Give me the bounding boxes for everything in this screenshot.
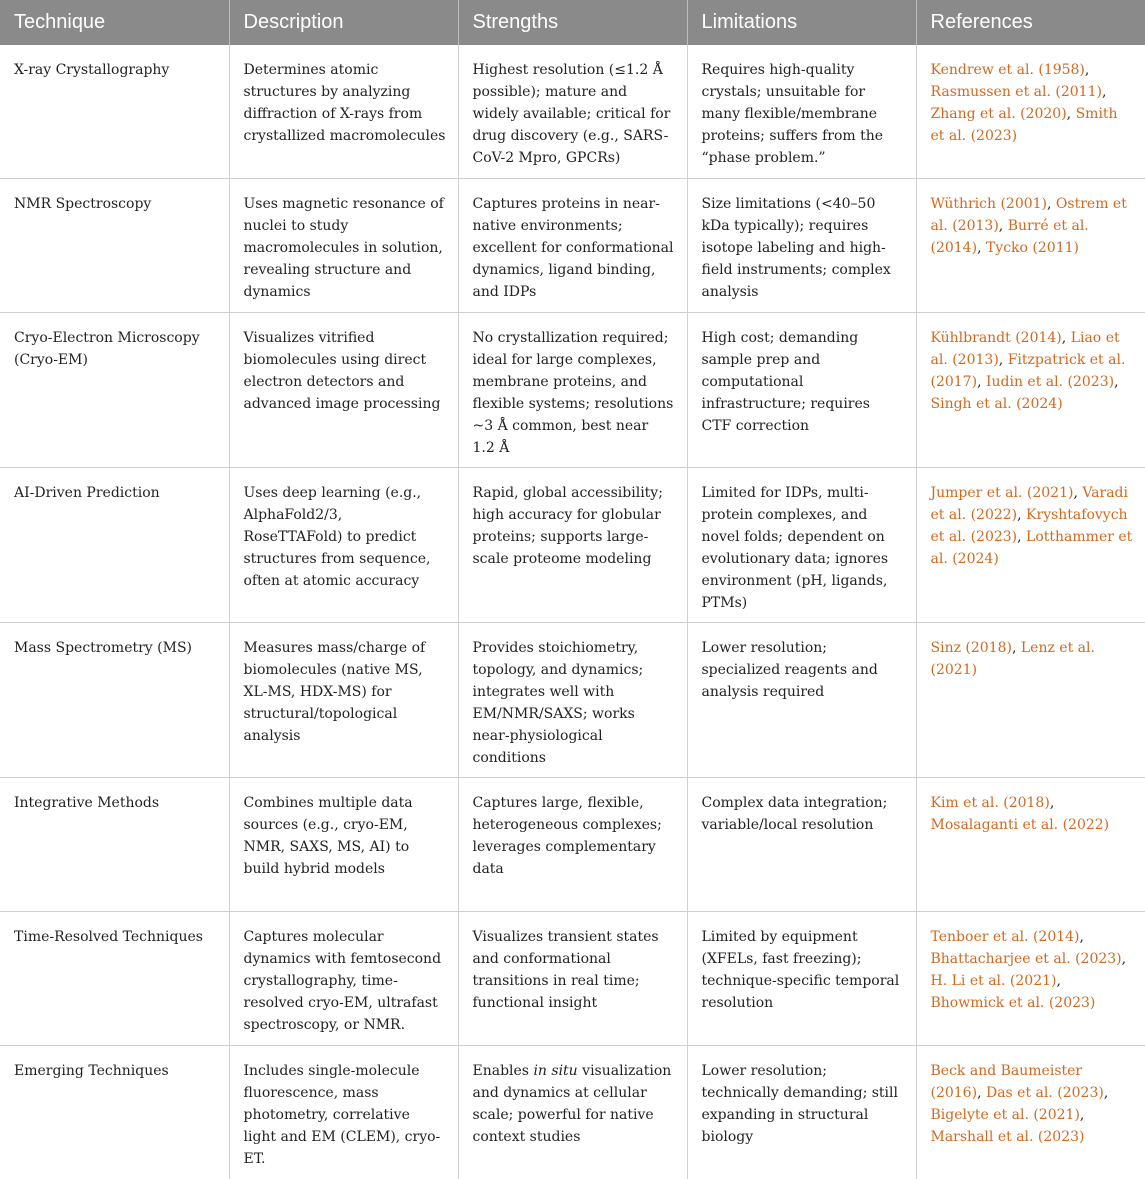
references-cell: Kühlbrandt (2014), Liao et al. (2013), Fitzpatrick et al. (2017), Iudin et al. (2023), Singh et al. (2024) (916, 313, 1145, 468)
reference-link[interactable]: Fitzpatrick et al. (2017) (931, 352, 1126, 390)
description-cell: Visualizes vitrified biomolecules using direct electron detectors and advanced image processing (229, 313, 458, 468)
reference-link[interactable]: Iudin et al. (2023) (986, 374, 1114, 390)
strengths-text: visualization and dynamics at cellular scale; powerful for native context studies (473, 1063, 672, 1145)
limitations-cell: Lower resolution; specialized reagents and analysis required (687, 623, 916, 778)
table-row (0, 468, 1145, 623)
description-cell: Combines multiple data sources (e.g., cryo-EM, NMR, SAXS, MS, AI) to build hybrid models (229, 778, 458, 912)
reference-link[interactable]: Rasmussen et al. (2011) (931, 84, 1102, 100)
technique-cell: Mass Spectrometry (MS) (0, 623, 229, 778)
reference-link[interactable]: Smith et al. (2023) (931, 106, 1118, 144)
reference-link[interactable]: Tycko (2011) (986, 240, 1079, 256)
technique-cell: NMR Spectroscopy (0, 179, 229, 313)
reference-link[interactable]: Mosalaganti et al. (2022) (931, 817, 1110, 833)
reference-link[interactable]: Lenz et al. (2021) (931, 640, 1095, 678)
limitations-cell: High cost; demanding sample prep and computational infrastructure; requires CTF correction (687, 313, 916, 468)
technique-cell: Cryo-Electron Microscopy (Cryo-EM) (0, 313, 229, 468)
description-cell: Determines atomic structures by analyzing diffraction of X-rays from crystallized macromolecules (229, 45, 458, 179)
reference-link[interactable]: Wüthrich (2001) (931, 196, 1048, 212)
technique-cell: X-ray Crystallography (0, 45, 229, 179)
reference-link[interactable]: Varadi et al. (2022) (931, 485, 1129, 523)
references-cell: Beck and Baumeister (2016), Das et al. (2023), Bigelyte et al. (2021), Marshall et al. (2023) (916, 1046, 1145, 1179)
header-technique: Technique (0, 0, 229, 45)
description-cell: Includes single-molecule fluorescence, mass photometry, correlative light and EM (CLEM), cryo-ET. (229, 1046, 458, 1179)
strengths-italic: in situ (533, 1063, 577, 1079)
references-cell: Kim et al. (2018), Mosalaganti et al. (2022) (916, 778, 1145, 912)
reference-link[interactable]: Singh et al. (2024) (931, 396, 1063, 412)
technique-cell: AI-Driven Prediction (0, 468, 229, 623)
description-cell: Captures molecular dynamics with femtosecond crystallography, time-resolved cryo-EM, ultrafast spectroscopy, or NMR. (229, 912, 458, 1046)
table-row (0, 179, 1145, 313)
table-row (0, 1046, 1145, 1179)
header-description: Description (229, 0, 458, 45)
reference-link[interactable]: Bhattacharjee et al. (2023) (931, 951, 1122, 967)
strengths-cell: Captures large, flexible, heterogeneous complexes; leverages complementary data (458, 778, 687, 912)
reference-link[interactable]: Beck and Baumeister (2016) (931, 1063, 1083, 1101)
reference-link[interactable]: Lotthammer et al. (2024) (931, 529, 1133, 567)
references-cell: Tenboer et al. (2014), Bhattacharjee et al. (2023), H. Li et al. (2021), Bhowmick et al. (2023) (916, 912, 1145, 1046)
limitations-cell: Limited by equipment (XFELs, fast freezing); technique-specific temporal resolution (687, 912, 916, 1046)
reference-link[interactable]: Kim et al. (2018) (931, 795, 1050, 811)
reference-link[interactable]: Bigelyte et al. (2021) (931, 1107, 1080, 1123)
limitations-cell: Limited for IDPs, multi-protein complexes, and novel folds; dependent on evolutionary data; ignores environment (pH, ligands, PTMs) (687, 468, 916, 623)
limitations-cell: Lower resolution; technically demanding; still expanding in structural biology (687, 1046, 916, 1179)
limitations-cell: Complex data integration; variable/local resolution (687, 778, 916, 912)
references-cell: Jumper et al. (2021), Varadi et al. (2022), Kryshtafovych et al. (2023), Lotthammer et al. (2024) (916, 468, 1145, 623)
strengths-text: Enables (473, 1063, 534, 1079)
table-row (0, 45, 1145, 179)
reference-link[interactable]: Kühlbrandt (2014) (931, 330, 1062, 346)
reference-link[interactable]: Tenboer et al. (2014) (931, 929, 1080, 945)
strengths-cell (458, 1046, 687, 1179)
table-row (0, 623, 1145, 778)
strengths-cell: Rapid, global accessibility; high accuracy for globular proteins; supports large-scale proteome modeling (458, 468, 687, 623)
table-row (0, 778, 1145, 912)
technique-cell: Integrative Methods (0, 778, 229, 912)
strengths-cell: Captures proteins in near-native environments; excellent for conformational dynamics, ligand binding, and IDPs (458, 179, 687, 313)
strengths-cell: No crystallization required; ideal for large complexes, membrane proteins, and flexible systems; resolutions ~3 Å common, best near 1.2 Å (458, 313, 687, 468)
header-strengths: Strengths (458, 0, 687, 45)
strengths-cell: Provides stoichiometry, topology, and dynamics; integrates well with EM/NMR/SAXS; works near-physiological conditions (458, 623, 687, 778)
reference-link[interactable]: Bhowmick et al. (2023) (931, 995, 1096, 1011)
reference-link[interactable]: Marshall et al. (2023) (931, 1129, 1085, 1145)
reference-link[interactable]: Das et al. (2023) (986, 1085, 1104, 1101)
reference-link[interactable]: Sinz (2018) (931, 640, 1012, 656)
limitations-cell: Size limitations (<40–50 kDa typically); requires isotope labeling and high-field instruments; complex analysis (687, 179, 916, 313)
strengths-cell: Highest resolution (≤1.2 Å possible); mature and widely available; critical for drug discovery (e.g., SARS-CoV-2 Mpro, GPCRs) (458, 45, 687, 179)
table-row (0, 912, 1145, 1046)
reference-link[interactable]: Kryshtafovych et al. (2023) (931, 507, 1128, 545)
technique-cell: Time-Resolved Techniques (0, 912, 229, 1046)
reference-link[interactable]: Liao et al. (2013) (931, 330, 1120, 368)
reference-link[interactable]: H. Li et al. (2021) (931, 973, 1057, 989)
header-limitations: Limitations (687, 0, 916, 45)
references-cell: Wüthrich (2001), Ostrem et al. (2013), Burré et al. (2014), Tycko (2011) (916, 179, 1145, 313)
limitations-cell: Requires high-quality crystals; unsuitable for many flexible/membrane proteins; suffers from the “phase problem.” (687, 45, 916, 179)
reference-link[interactable]: Burré et al. (2014) (931, 218, 1089, 256)
description-cell: Measures mass/charge of biomolecules (native MS, XL-MS, HDX-MS) for structural/topological analysis (229, 623, 458, 778)
table-row (0, 313, 1145, 468)
description-cell: Uses deep learning (e.g., AlphaFold2/3, RoseTTAFold) to predict structures from sequence, often at atomic accuracy (229, 468, 458, 623)
reference-link[interactable]: Kendrew et al. (1958) (931, 62, 1085, 78)
reference-link[interactable]: Zhang et al. (2020) (931, 106, 1067, 122)
reference-link[interactable]: Jumper et al. (2021) (931, 485, 1074, 501)
references-cell: Kendrew et al. (1958), Rasmussen et al. (2011), Zhang et al. (2020), Smith et al. (2023) (916, 45, 1145, 179)
technique-cell: Emerging Techniques (0, 1046, 229, 1179)
description-cell: Uses magnetic resonance of nuclei to study macromolecules in solution, revealing structure and dynamics (229, 179, 458, 313)
reference-link[interactable]: Ostrem et al. (2013) (931, 196, 1127, 234)
table-header (0, 0, 1145, 45)
header-row (0, 0, 1145, 45)
header-references: References (916, 0, 1145, 45)
references-cell: Sinz (2018), Lenz et al. (2021) (916, 623, 1145, 778)
strengths-cell: Visualizes transient states and conformational transitions in real time; functional insight (458, 912, 687, 1046)
